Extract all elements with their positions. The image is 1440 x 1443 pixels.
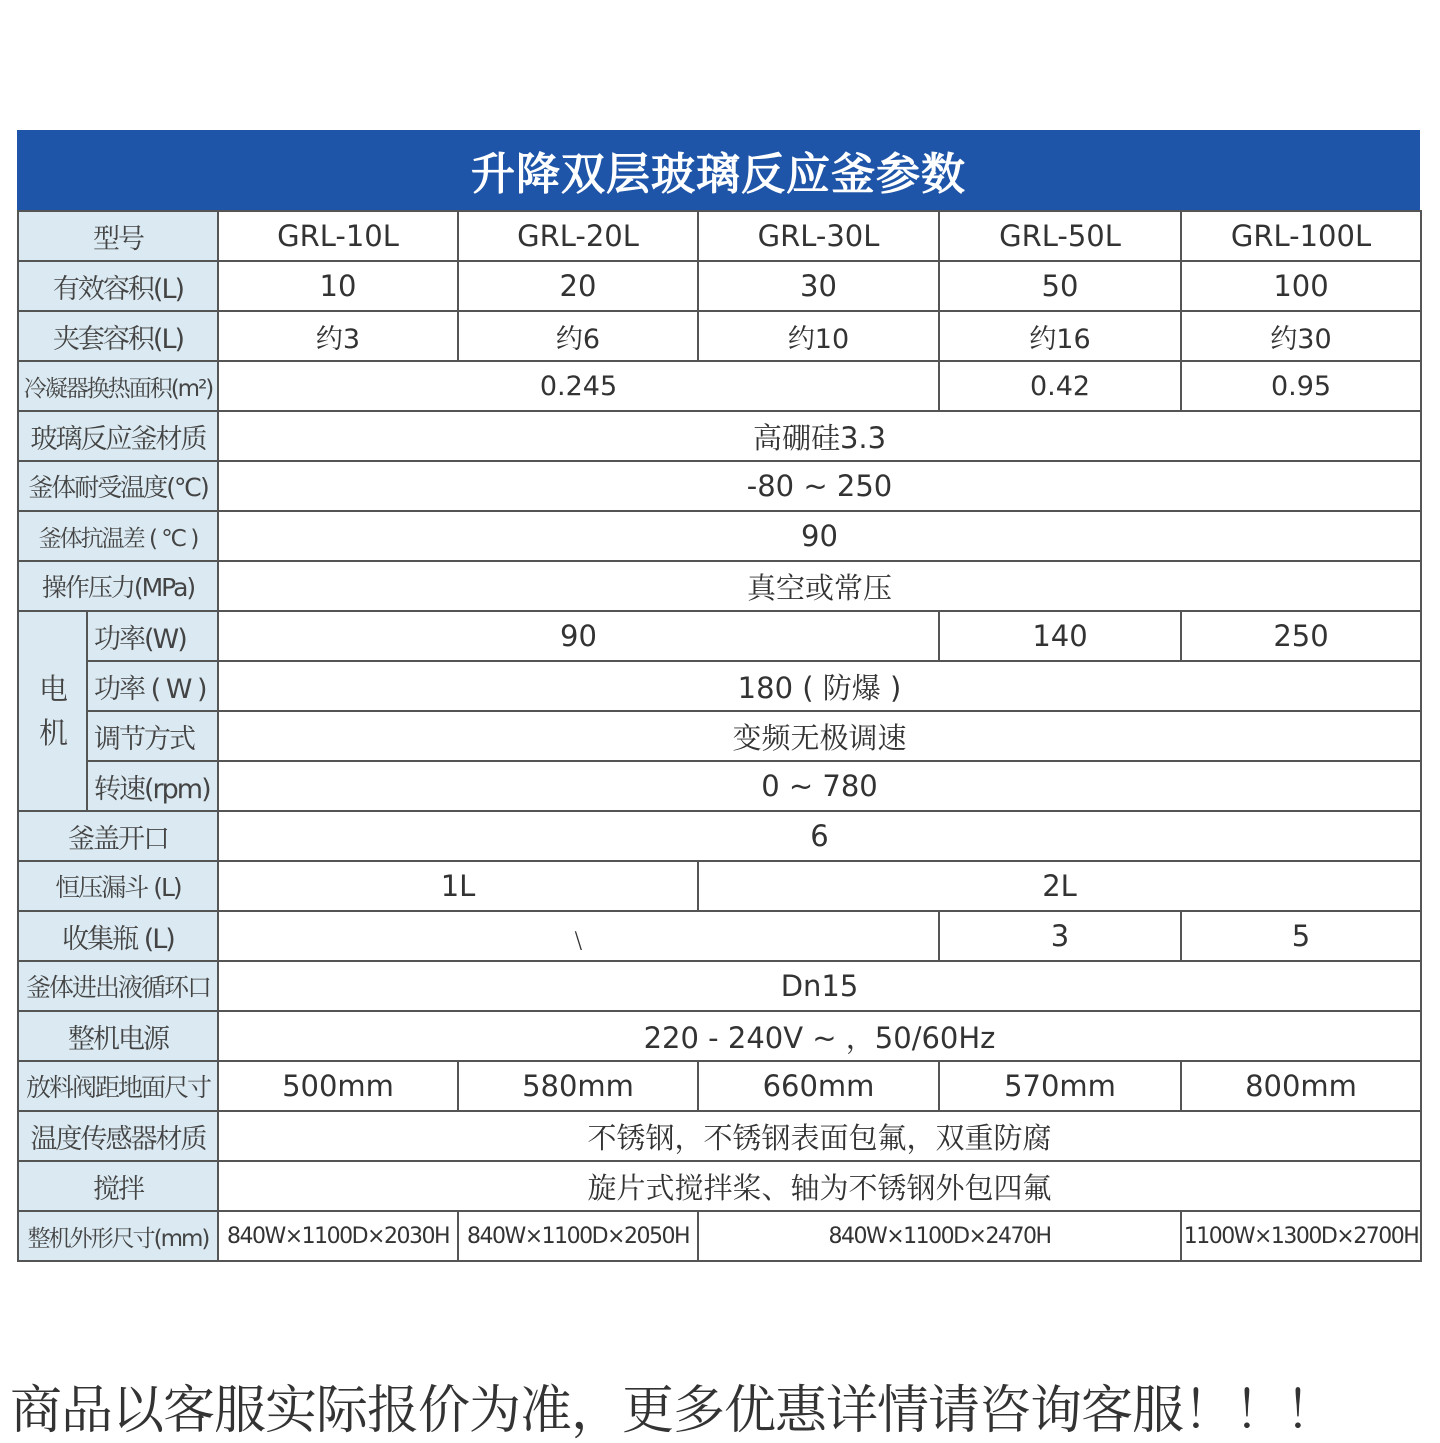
row-label: 玻璃反应釜材质 [18, 411, 218, 461]
row-label: 温度传感器材质 [18, 1111, 218, 1161]
value-cell: 840W×1100D×2050H [458, 1211, 698, 1261]
value-cell: 500mm [218, 1061, 458, 1111]
value-cell: 约30 [1181, 311, 1421, 361]
value-cell: GRL-50L [939, 211, 1181, 261]
table-row [18, 1211, 1421, 1261]
table-row [18, 711, 1421, 761]
table-row [18, 1111, 1421, 1161]
value-cell: 不锈钢，不锈钢表面包氟，双重防腐 [218, 1111, 1421, 1161]
table-row [18, 1061, 1421, 1111]
table-row [18, 911, 1421, 961]
footer-notice: 商品以客服实际报价为准，更多优惠详情请咨询客服！！！ [10, 1381, 1337, 1441]
row-label: 放料阀距地面尺寸 [18, 1061, 218, 1111]
value-cell: 90 [218, 611, 939, 661]
table-row [18, 1161, 1421, 1211]
table-row [18, 411, 1421, 461]
table-row [18, 311, 1421, 361]
row-label: 恒压漏斗 (L) [18, 861, 218, 911]
value-cell: 20 [458, 261, 698, 311]
value-cell: ﹨ [218, 911, 939, 961]
table-row [18, 761, 1421, 811]
value-cell: 真空或常压 [218, 561, 1421, 611]
motor-group-label: 电机 [18, 611, 87, 811]
table-row [18, 511, 1421, 561]
value-cell: 840W×1100D×2470H [698, 1211, 1181, 1261]
table-row [18, 1011, 1421, 1061]
value-cell: 30 [698, 261, 939, 311]
row-label: 冷凝器换热面积(m²) [18, 361, 218, 411]
value-cell: 0.42 [939, 361, 1181, 411]
value-cell: 3 [939, 911, 1181, 961]
value-cell: 约6 [458, 311, 698, 361]
value-cell: 旋片式搅拌桨、轴为不锈钢外包四氟 [218, 1161, 1421, 1211]
value-cell: GRL-100L [1181, 211, 1421, 261]
value-cell: 0 ~ 780 [218, 761, 1421, 811]
value-cell: 高硼硅3.3 [218, 411, 1421, 461]
value-cell: 2L [698, 861, 1421, 911]
value-cell: GRL-30L [698, 211, 939, 261]
value-cell: 10 [218, 261, 458, 311]
value-cell: 约16 [939, 311, 1181, 361]
value-cell: 220 - 240V ~ ，50/60Hz [218, 1011, 1421, 1061]
row-label: 整机外形尺寸(mm) [18, 1211, 218, 1261]
value-cell: 140 [939, 611, 1181, 661]
value-cell: 580mm [458, 1061, 698, 1111]
row-label: 釜盖开口 [18, 811, 218, 861]
value-cell: 90 [218, 511, 1421, 561]
value-cell: GRL-10L [218, 211, 458, 261]
row-label: 有效容积(L) [18, 261, 218, 311]
table-row [18, 561, 1421, 611]
value-cell: 0.245 [218, 361, 939, 411]
table-row [18, 261, 1421, 311]
value-cell: 840W×1100D×2030H [218, 1211, 458, 1261]
value-cell: GRL-20L [458, 211, 698, 261]
value-cell: 180 ( 防爆 ) [218, 661, 1421, 711]
value-cell: 约3 [218, 311, 458, 361]
row-label: 操作压力(MPa) [18, 561, 218, 611]
value-cell: 0.95 [1181, 361, 1421, 411]
row-label: 转速(rpm) [87, 761, 218, 811]
value-cell: 100 [1181, 261, 1421, 311]
table-row [18, 611, 1421, 661]
table-row [18, 461, 1421, 511]
table-row [18, 961, 1421, 1011]
value-cell: 变频无极调速 [218, 711, 1421, 761]
table-row [18, 811, 1421, 861]
row-label: 型号 [18, 211, 218, 261]
spec-table [17, 210, 1422, 1262]
row-label: 调节方式 [87, 711, 218, 761]
value-cell: 5 [1181, 911, 1421, 961]
value-cell: 50 [939, 261, 1181, 311]
value-cell: 250 [1181, 611, 1421, 661]
row-label: 搅拌 [18, 1161, 218, 1211]
table-title: 升降双层玻璃反应釜参数 [17, 130, 1420, 210]
value-cell: 1L [218, 861, 698, 911]
table-row [18, 211, 1421, 261]
row-label: 功率 ( W ) [87, 661, 218, 711]
value-cell: 6 [218, 811, 1421, 861]
value-cell: 570mm [939, 1061, 1181, 1111]
row-label: 收集瓶 (L) [18, 911, 218, 961]
row-label: 夹套容积(L) [18, 311, 218, 361]
value-cell: 660mm [698, 1061, 939, 1111]
row-label: 功率(W) [87, 611, 218, 661]
value-cell: 约10 [698, 311, 939, 361]
table-row [18, 361, 1421, 411]
row-label: 釜体进出液循环口 [18, 961, 218, 1011]
value-cell: 800mm [1181, 1061, 1421, 1111]
row-label: 釜体抗温差 ( ℃ ) [18, 511, 218, 561]
value-cell: Dn15 [218, 961, 1421, 1011]
value-cell: -80 ~ 250 [218, 461, 1421, 511]
table-row [18, 661, 1421, 711]
row-label: 整机电源 [18, 1011, 218, 1061]
row-label: 釜体耐受温度(℃) [18, 461, 218, 511]
value-cell: 1100W×1300D×2700H [1181, 1211, 1421, 1261]
table-row [18, 861, 1421, 911]
